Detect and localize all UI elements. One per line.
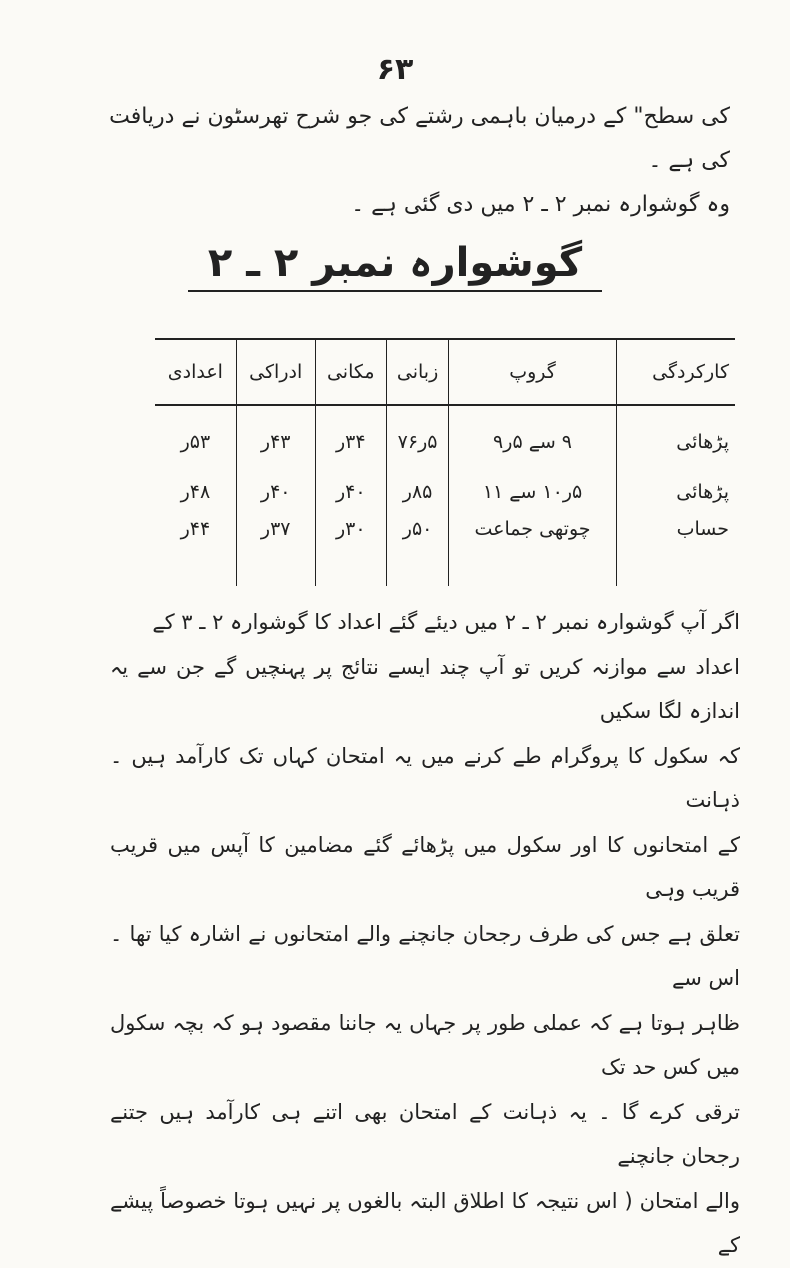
- table-header-row: [155, 339, 735, 405]
- body-line: ظاہر ہوتا ہے کہ عملی طور پر جہاں یہ جاننا مقصود ہو کہ بچہ سکول میں کس حد تک: [110, 1010, 740, 1079]
- body-line: کے امتحانوں کا اور سکول میں پڑھائے گئے مضامین کا آپس میں قریب قریب وہی: [110, 832, 740, 901]
- correlation-table: [155, 338, 735, 586]
- header-cell: ادراکی: [236, 339, 315, 405]
- table-cell: پڑھائی: [616, 405, 735, 467]
- body-line: ترقی کرے گا ۔ یہ ذہانت کے امتحان بھی اتنے ہی کارآمد ہیں جتنے رجحان جانچنے: [110, 1099, 740, 1168]
- header-cell: اعدادی: [155, 339, 236, 405]
- table-cell: ۴۰ر: [315, 467, 386, 517]
- table-cell: چوتھی جماعت: [449, 517, 616, 586]
- body-line: والے امتحان ( اس نتیجہ کا اطلاق البتہ بالغوں پر نہیں ہوتا خصوصاً پیشے کے: [110, 1188, 740, 1257]
- intro-line: کی سطح" کے درمیان باہمی رشتے کی جو شرح تھرسٹون نے دریافت کی ہے ۔: [109, 104, 730, 173]
- body-line: اگر آپ گوشوارہ نمبر ۲ ـ ۲ میں دیئے گئے اعداد کا گوشوارہ ۲ ـ ۳ کے: [152, 610, 740, 634]
- table-cell: ۴۴ر: [180, 518, 211, 540]
- table-title: گوشوارہ نمبر ۲ ـ ۲: [188, 240, 602, 292]
- body-paragraph: [110, 600, 740, 1268]
- table-cell: حساب: [616, 517, 735, 586]
- table-row: [155, 517, 735, 586]
- header-cell: زبانی: [386, 339, 448, 405]
- page-number: ۶۳: [376, 52, 414, 87]
- body-line: کہ سکول کا پروگرام طے کرنے میں یہ امتحان کہاں تک کارآمد ہیں ۔ ذہانت: [110, 743, 740, 812]
- table-cell: ۴۸ر: [180, 481, 211, 503]
- table-cell: ۳۷ر: [236, 517, 315, 586]
- table-cell: ۵ر۱۰ سے ۱۱: [449, 467, 616, 517]
- table-cell: پڑھائی: [616, 467, 735, 517]
- table-cell: ۴۳ر: [236, 405, 315, 467]
- intro-paragraph: [100, 95, 730, 227]
- intro-line: وہ گوشوارہ نمبر ۲ ـ ۲ میں دی گئی ہے ۔: [351, 192, 730, 217]
- table-heading: [0, 240, 790, 292]
- table-cell: ۹ سے ۵ر۹: [449, 405, 616, 467]
- table-cell: ۴۰ر: [236, 467, 315, 517]
- header-cell: مکانی: [315, 339, 386, 405]
- header-cell: گروپ: [449, 339, 616, 405]
- table-cell: ۵۳ر: [180, 431, 211, 453]
- table-row: [155, 405, 735, 467]
- table-cell: ۳۴ر: [315, 405, 386, 467]
- table-cell: ۵ر۷۶: [386, 405, 448, 467]
- table-cell: ۳۰ر: [315, 517, 386, 586]
- table-cell: ۵۰ر: [386, 517, 448, 586]
- body-line: اعداد سے موازنہ کریں تو آپ چند ایسے نتائج پر پہنچیں گے جن سے یہ اندازہ لگا سکیں: [110, 654, 740, 723]
- table-row: [155, 467, 735, 517]
- body-line: تعلق ہے جس کی طرف رجحان جانچنے والے امتحانوں نے اشارہ کیا تھا ۔ اس سے: [110, 921, 740, 990]
- header-cell: کارکردگی: [616, 339, 735, 405]
- table-cell: ۸۵ر: [386, 467, 448, 517]
